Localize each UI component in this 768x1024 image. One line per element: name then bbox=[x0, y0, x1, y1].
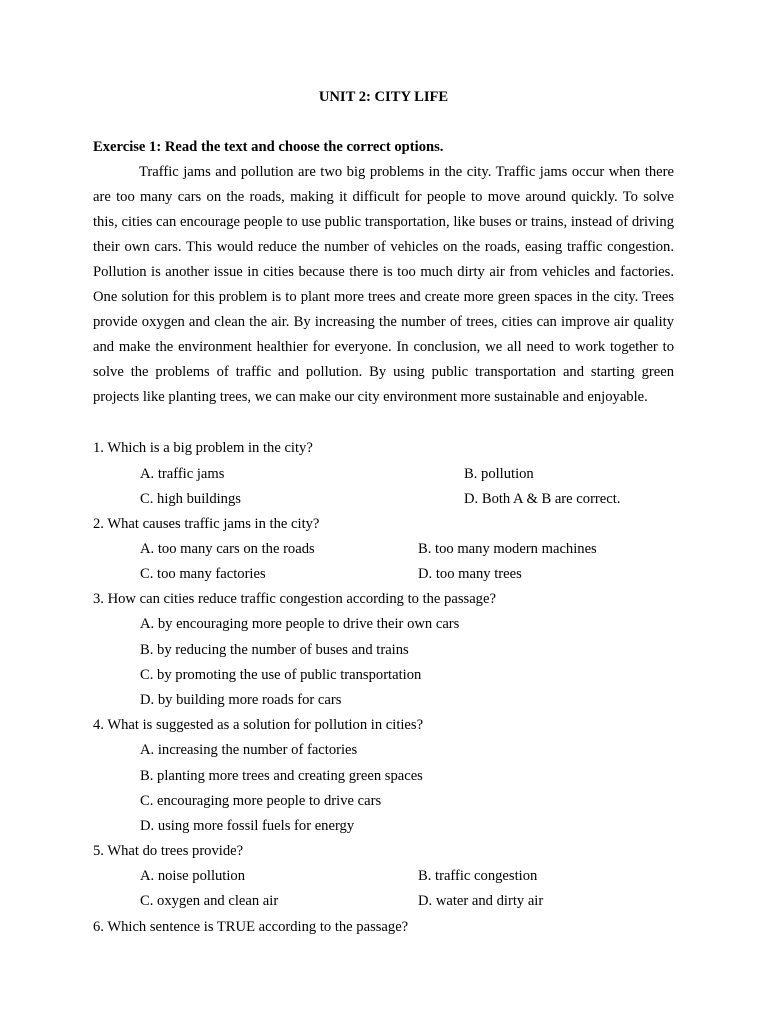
question-1-option-b: B. pollution bbox=[464, 466, 534, 482]
question-4-option-b: B. planting more trees and creating green spaces bbox=[140, 768, 423, 784]
question-2-option-d: D. too many trees bbox=[418, 566, 522, 582]
question-2-option-b: B. too many modern machines bbox=[418, 541, 597, 557]
question-2: 2. What causes traffic jams in the city? bbox=[93, 516, 320, 532]
question-1-option-a: A. traffic jams bbox=[140, 466, 225, 482]
question-4-option-d: D. using more fossil fuels for energy bbox=[140, 818, 355, 834]
question-3-option-c: C. by promoting the use of public transportation bbox=[140, 667, 422, 683]
exercise-heading: Exercise 1: Read the text and choose the correct options. bbox=[93, 139, 444, 155]
page-title: UNIT 2: CITY LIFE bbox=[318, 89, 449, 105]
question-5-option-a: A. noise pollution bbox=[140, 868, 245, 884]
question-5-option-b: B. traffic congestion bbox=[418, 868, 538, 884]
question-4: 4. What is suggested as a solution for pollution in cities? bbox=[93, 717, 424, 733]
document-page bbox=[93, 0, 674, 1024]
question-3-option-b: B. by reducing the number of buses and trains bbox=[140, 642, 409, 658]
question-5-option-d: D. water and dirty air bbox=[418, 893, 544, 909]
question-6: 6. Which sentence is TRUE according to the passage? bbox=[93, 919, 409, 935]
question-4-option-a: A. increasing the number of factories bbox=[140, 742, 358, 758]
reading-passage: Traffic jams and pollution are two big problems in the city. Traffic jams occur when there are too many cars on the roads, making it difficult for people to move around quickly. To solve this, cities can encourage people to use public transportation, like buses or trains, instead of driving their own cars. This would reduce the number of vehicles on the roads, easing traffic congestion. Pollution is another issue in cities because there is too much dirty air from vehicles and factories. One solution for this problem is to plant more trees and create more green spaces in the city. Trees provide oxygen and clean the air. By increasing the number of trees, cities can improve air quality and make the environment healthier for everyone. In conclusion, we all need to work together to solve the problems of traffic and pollution. By using public transportation and starting green projects like planting trees, we can make our city environment more sustainable and enjoyable. bbox=[93, 163, 674, 406]
question-2-option-c: C. too many factories bbox=[140, 566, 266, 582]
question-5: 5. What do trees provide? bbox=[93, 843, 244, 859]
question-5-option-c: C. oxygen and clean air bbox=[140, 893, 279, 909]
question-3-option-a: A. by encouraging more people to drive their own cars bbox=[140, 616, 460, 632]
question-3: 3. How can cities reduce traffic congestion according to the passage? bbox=[93, 591, 496, 607]
question-2-option-a: A. too many cars on the roads bbox=[140, 541, 315, 557]
question-1: 1. Which is a big problem in the city? bbox=[93, 440, 313, 456]
question-4-option-c: C. encouraging more people to drive cars bbox=[140, 793, 382, 809]
question-3-option-d: D. by building more roads for cars bbox=[140, 692, 342, 708]
question-1-option-c: C. high buildings bbox=[140, 491, 241, 507]
question-1-option-d: D. Both A & B are correct. bbox=[464, 491, 621, 507]
